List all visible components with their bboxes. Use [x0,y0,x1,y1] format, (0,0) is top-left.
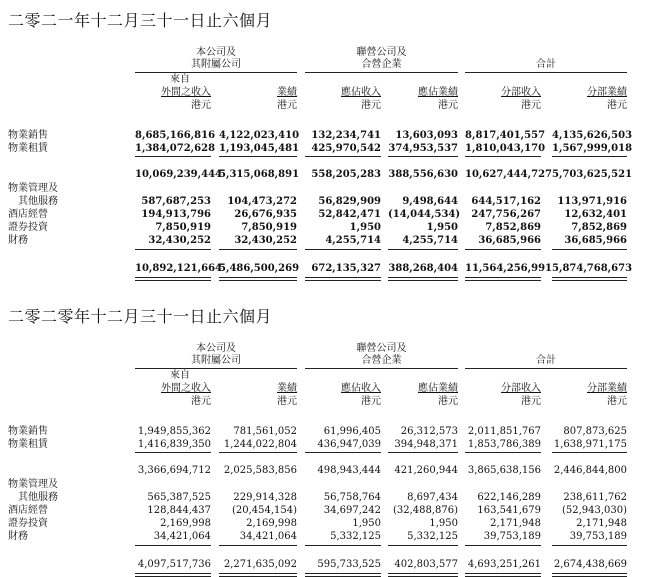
group-header-rule [305,72,458,73]
row-label: 酒店經營 [8,209,48,220]
value-cell: (14,044,534) [388,209,461,220]
total-rule [305,545,381,546]
value-cell: 9,498,644 [402,196,458,207]
value-cell: 781,561,052 [233,426,297,437]
value-cell: 558,205,283 [311,169,381,180]
value-cell: 32,430,252 [148,235,211,246]
value-cell: 7,850,919 [155,222,211,233]
value-cell: 34,421,064 [153,531,211,542]
value-cell: 4,122,023,410 [219,130,300,141]
currency-label: 港元 [438,396,458,407]
value-cell: 1,950 [429,518,458,529]
value-cell: 672,135,327 [311,263,381,274]
row-label: 其他服務 [18,196,58,207]
currency-label: 港元 [521,396,541,407]
row-label: 財務 [8,235,28,246]
value-cell: 26,676,935 [234,209,297,220]
value-cell: 807,873,625 [563,426,627,437]
group-header: 合營企業 [361,59,402,70]
value-cell: 436,947,039 [317,439,381,450]
value-cell: 10,069,239,444 [135,169,222,180]
value-cell: 238,611,762 [563,492,627,503]
subtotal-rule [219,452,297,453]
double-underline [552,277,627,281]
value-cell: 2,011,851,767 [467,426,541,437]
currency-label: 港元 [607,100,627,111]
row-label: 其他服務 [18,492,58,503]
value-cell: 595,733,525 [317,559,381,570]
currency-label: 港元 [191,396,211,407]
column-header: 外間之收入 [161,87,211,98]
value-cell: 4,255,714 [325,235,381,246]
group-header-rule [465,368,627,369]
value-cell: 36,685,966 [564,235,627,246]
value-cell: 26,312,573 [400,426,458,437]
value-cell: 5,315,068,891 [219,169,300,180]
value-cell: 4,693,251,261 [467,559,541,570]
value-cell: 39,753,189 [569,531,627,542]
row-label: 物業管理及 [8,183,58,194]
subtotal-rule [219,156,297,157]
value-cell: 587,687,253 [141,196,211,207]
subtotal-rule [465,452,541,453]
value-cell: 2,169,998 [246,518,297,529]
value-cell: 374,953,537 [388,143,458,154]
value-cell: 5,332,125 [330,531,381,542]
row-label: 酒店經營 [8,505,48,516]
value-cell: 2,446,844,800 [553,465,627,476]
value-cell: 34,421,064 [239,531,297,542]
subtotal-rule [135,156,211,157]
total-rule [388,545,458,546]
value-cell: 2,271,635,092 [223,559,297,570]
value-cell: 1,853,786,389 [467,439,541,450]
value-cell: 2,025,583,856 [223,465,297,476]
value-cell: 13,603,093 [395,130,458,141]
value-cell: 8,685,166,816 [135,130,216,141]
currency-label: 港元 [277,100,297,111]
currency-label: 港元 [361,396,381,407]
value-cell: 2,169,998 [160,518,211,529]
total-rule [135,249,211,250]
value-cell: 12,632,401 [564,209,627,220]
value-cell: 425,970,542 [311,143,381,154]
value-cell: 402,803,577 [394,559,458,570]
value-cell: 32,430,252 [234,235,297,246]
value-cell: 5,332,125 [407,531,458,542]
column-header: 分部業績 [587,87,627,98]
value-cell: 1,949,855,362 [137,426,211,437]
group-header: 合計 [536,355,556,366]
section-title: 二零二零年十二月三十一日止六個月 [8,307,273,326]
column-header: 分部業績 [587,383,627,394]
group-header: 本公司及 [196,47,236,58]
value-cell: 39,753,189 [483,531,541,542]
column-header: 分部收入 [501,383,541,394]
total-rule [219,545,297,546]
value-cell: (32,488,876) [392,505,458,516]
value-cell: 56,829,909 [318,196,381,207]
value-cell: 104,473,272 [227,196,297,207]
value-cell: 61,996,405 [323,426,381,437]
subtotal-rule [135,452,211,453]
column-header: 應佔業績 [418,87,458,98]
section-title: 二零二一年十二月三十一日止六個月 [8,11,273,30]
row-label: 證券投資 [8,222,48,233]
value-cell: 7,852,869 [485,222,541,233]
value-cell: 194,913,796 [141,209,211,220]
value-cell: 394,948,371 [394,439,458,450]
value-cell: 1,567,999,018 [552,143,633,154]
value-cell: 7,852,869 [571,222,627,233]
column-header: 業績 [277,383,297,394]
group-header: 本公司及 [196,343,236,354]
value-cell: 4,097,517,736 [137,559,211,570]
value-cell: 8,697,434 [407,492,458,503]
row-label: 物業銷售 [8,426,48,437]
value-cell: 11,564,256,991 [465,263,552,274]
currency-label: 港元 [277,396,297,407]
value-cell: 4,255,714 [402,235,458,246]
group-header: 聯營公司及 [356,343,407,354]
subtotal-rule [552,452,627,453]
subtotal-rule [305,452,381,453]
column-header: 外間之收入 [161,383,211,394]
value-cell: 1,193,045,481 [219,143,300,154]
value-cell: 644,517,162 [471,196,541,207]
value-cell: 1,384,072,628 [135,143,216,154]
value-cell: 3,366,694,712 [137,465,211,476]
value-cell: 56,758,764 [323,492,381,503]
double-underline [305,277,381,281]
value-cell: 1,950 [426,222,458,233]
row-label: 物業租賃 [8,143,48,154]
total-rule [305,249,381,250]
value-cell: 388,268,404 [388,263,458,274]
value-cell: (20,454,154) [231,505,297,516]
value-cell: 8,817,401,557 [465,130,546,141]
double-underline [465,277,541,281]
value-cell: 1,950 [352,518,381,529]
column-header: 來自 [170,74,190,85]
column-header: 來自 [170,370,190,381]
subtotal-rule [388,452,458,453]
total-rule [135,545,211,546]
group-header: 合計 [536,59,556,70]
value-cell: 113,971,916 [557,196,627,207]
value-cell: 3,865,638,156 [467,465,541,476]
group-header: 合營企業 [361,355,402,366]
total-rule [388,249,458,250]
value-cell: 5,486,500,269 [219,263,300,274]
group-header: 其附屬公司 [191,355,241,366]
value-cell: 1,810,043,170 [465,143,546,154]
group-header-rule [465,72,627,73]
value-cell: 1,950 [349,222,381,233]
group-header: 其附屬公司 [191,59,241,70]
currency-label: 港元 [438,100,458,111]
value-cell: 2,171,948 [576,518,627,529]
currency-label: 港元 [521,100,541,111]
column-header: 應佔收入 [341,383,381,394]
currency-label: 港元 [361,100,381,111]
row-label: 證券投資 [8,518,48,529]
column-header: 業績 [277,87,297,98]
double-underline [219,277,297,281]
currency-label: 港元 [607,396,627,407]
value-cell: 247,756,267 [471,209,541,220]
value-cell: 622,146,289 [477,492,541,503]
value-cell: 10,627,444,727 [465,169,552,180]
column-header: 應佔收入 [341,87,381,98]
value-cell: 10,892,121,664 [135,263,222,274]
value-cell: 5,703,625,521 [552,169,633,180]
value-cell: 132,234,741 [311,130,381,141]
column-header: 分部收入 [501,87,541,98]
value-cell: 388,556,630 [388,169,458,180]
row-label: 物業銷售 [8,130,48,141]
value-cell: 5,874,768,673 [552,263,633,274]
subtotal-rule [305,156,381,157]
value-cell: 52,842,471 [318,209,381,220]
value-cell: 7,850,919 [241,222,297,233]
subtotal-rule [552,156,627,157]
value-cell: 229,914,328 [233,492,297,503]
group-header: 聯營公司及 [356,47,407,58]
value-cell: 36,685,966 [478,235,541,246]
value-cell: 1,416,839,350 [137,439,211,450]
value-cell: (52,943,030) [561,505,627,516]
value-cell: 163,541,679 [477,505,541,516]
total-rule [465,545,541,546]
value-cell: 421,260,944 [394,465,458,476]
value-cell: 2,674,438,669 [553,559,627,570]
value-cell: 128,844,437 [147,505,211,516]
double-underline [388,277,458,281]
total-rule [552,249,627,250]
value-cell: 565,387,525 [147,492,211,503]
double-underline [135,277,211,281]
total-rule [552,545,627,546]
group-header-rule [305,368,458,369]
currency-label: 港元 [191,100,211,111]
row-label: 財務 [8,531,28,542]
total-rule [465,249,541,250]
subtotal-rule [465,156,541,157]
total-rule [219,249,297,250]
column-header: 應佔業績 [418,383,458,394]
row-label: 物業管理及 [8,479,58,490]
value-cell: 2,171,948 [490,518,541,529]
value-cell: 1,244,022,804 [223,439,297,450]
value-cell: 498,943,444 [317,465,381,476]
value-cell: 1,638,971,175 [553,439,627,450]
subtotal-rule [388,156,458,157]
row-label: 物業租賃 [8,439,48,450]
value-cell: 34,697,242 [323,505,381,516]
value-cell: 4,135,626,503 [552,130,633,141]
